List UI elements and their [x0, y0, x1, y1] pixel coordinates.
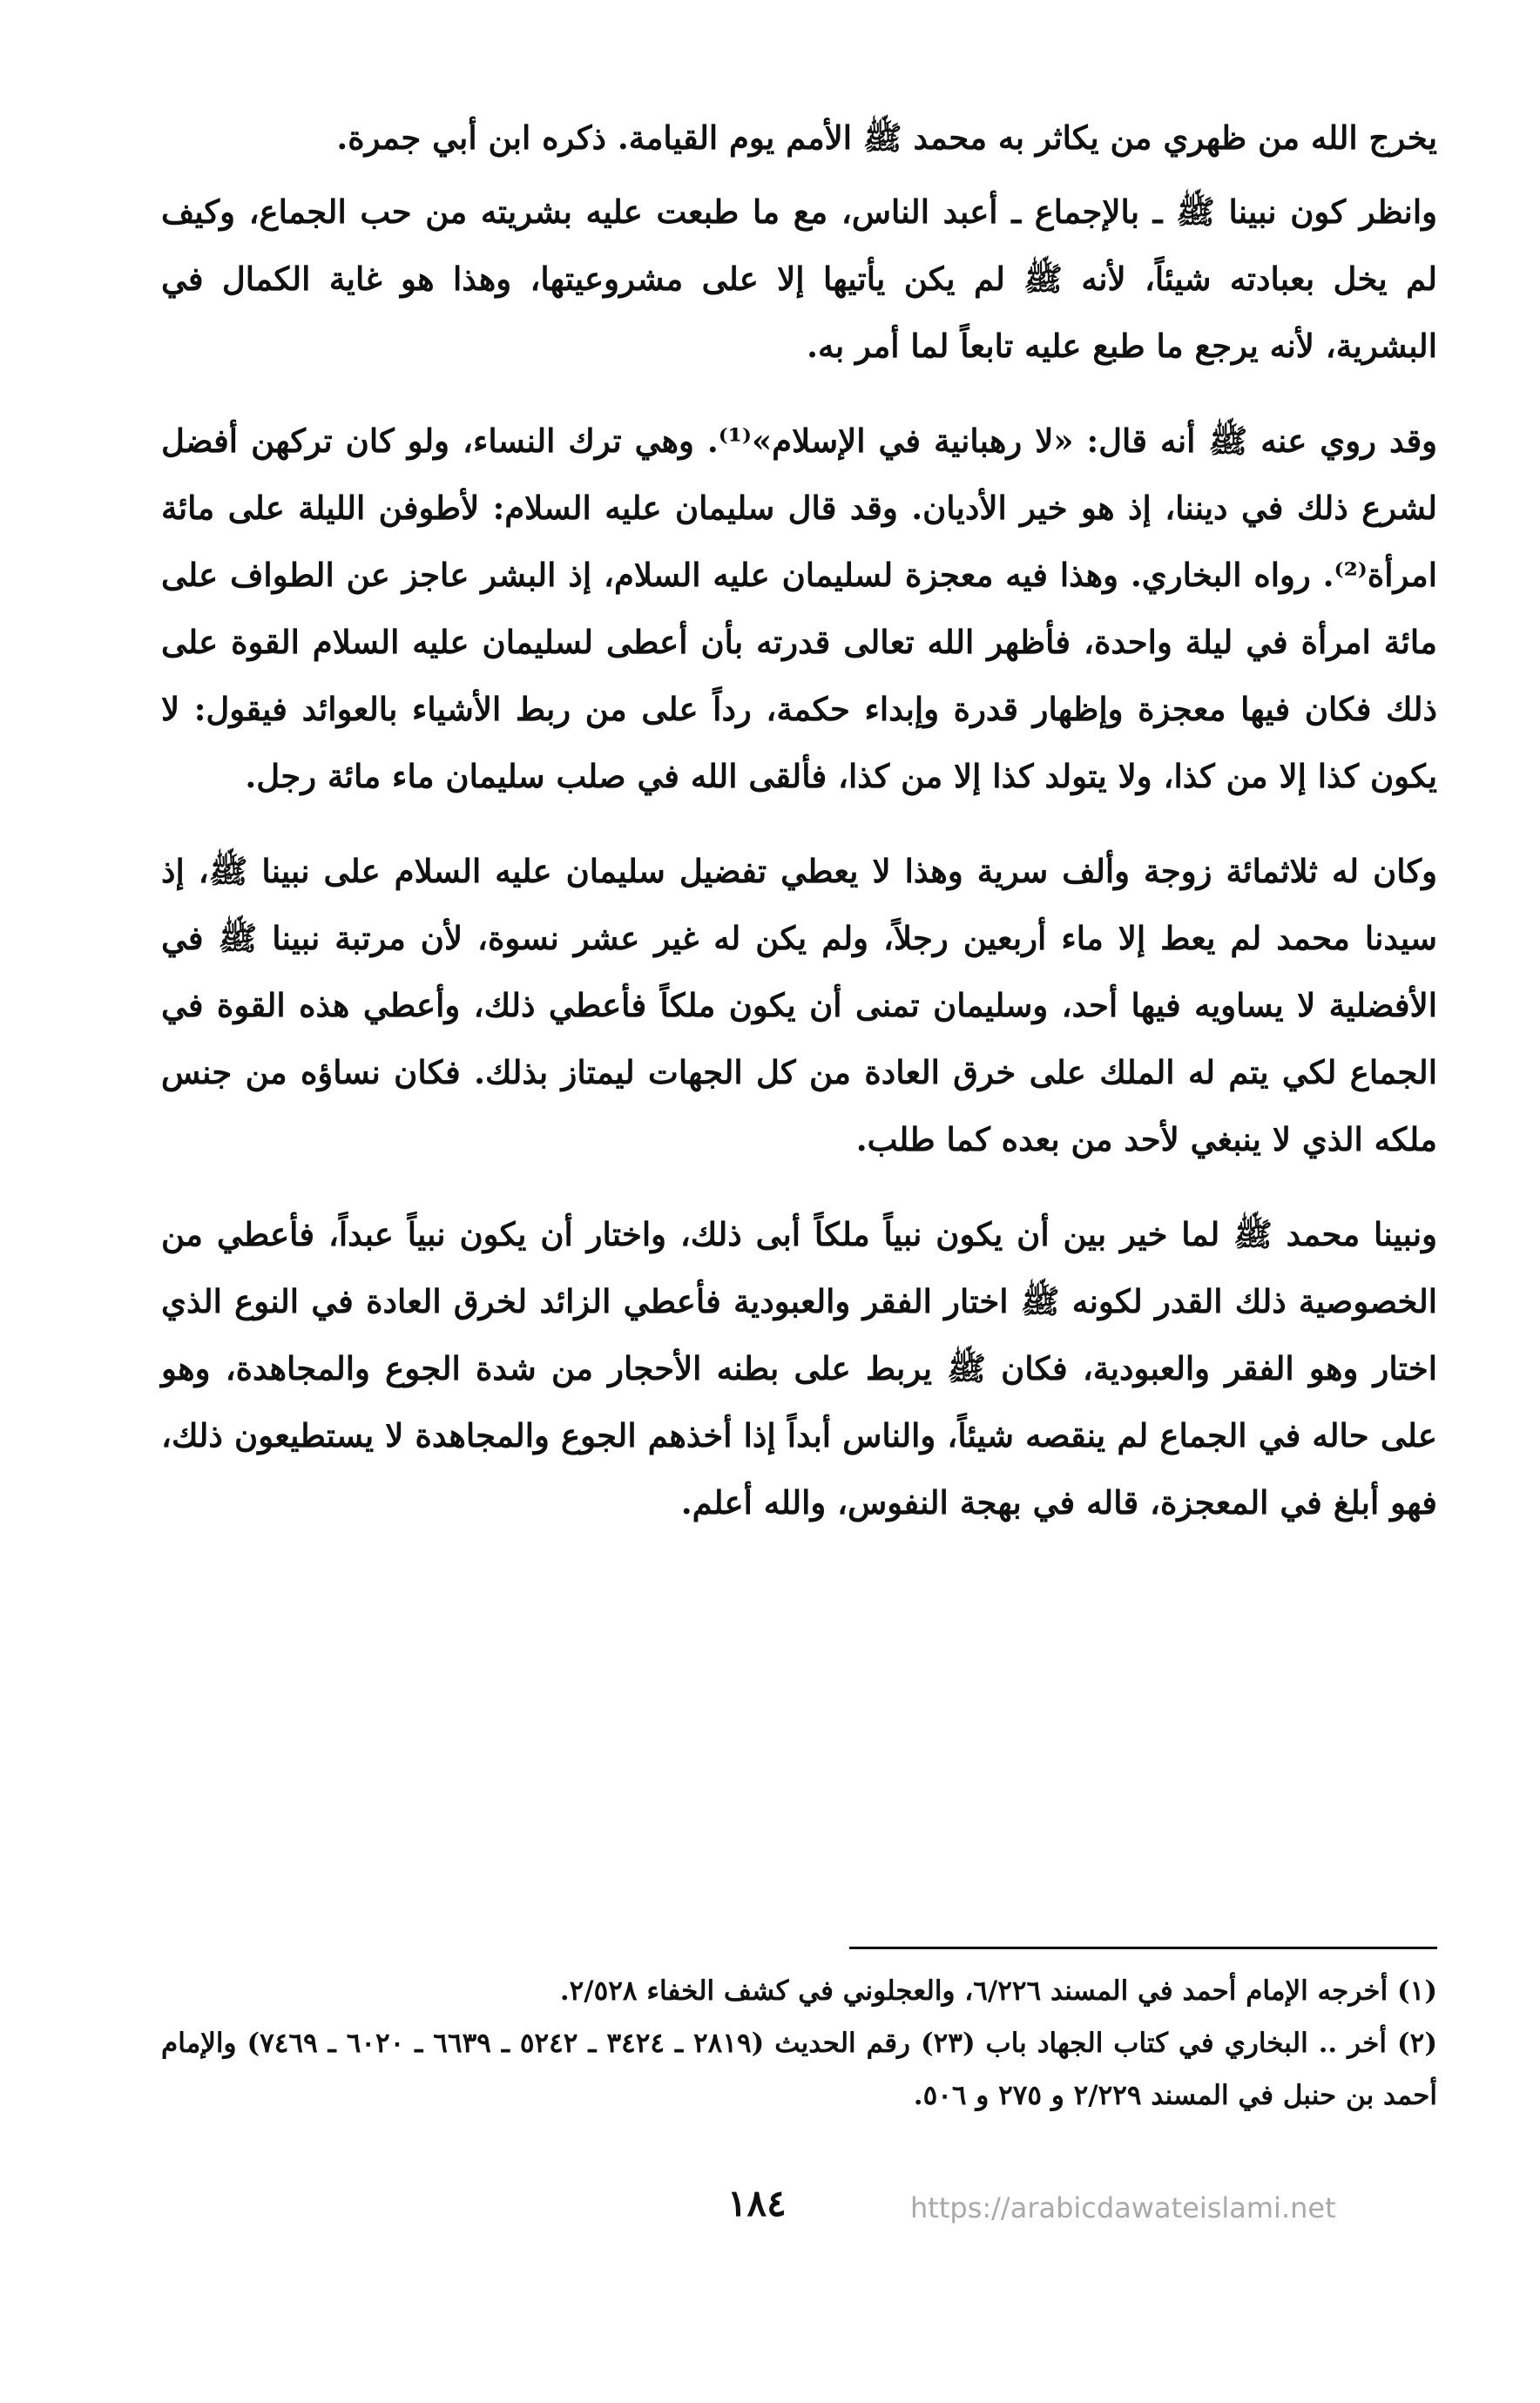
footnotes-section [161, 1947, 1437, 2122]
spacer [161, 172, 1437, 179]
footnote-2: (٢) أخر .. البخاري في كتاب الجهاد باب (٢٣) رقم الحديث (٢٨١٩ ـ ٣٤٢٤ ـ ٥٢٤٢ ـ ٦٦٣٩ ـ ٦٠٢٠ ـ ٧٤٦٩) والإمام أحمد بن حنبل في المسند ٢/٢٢٩ و ٢٧٥ و ٥٠٦. [161, 2028, 1437, 2111]
spacer [161, 380, 1437, 408]
main-text [161, 105, 1437, 1536]
spacer [161, 1173, 1437, 1201]
paragraph-2: وانظر كون نبينا ﷺ ـ بالإجماع ـ أعبد الناس، مع ما طبعت عليه بشريته من حب الجماع، وكيف لم يخل بعبادته شيئاً، لأنه ﷺ لم يكن يأتيها إلا على مشروعيتها، وهذا هو غاية الكمال في البشرية، لأنه يرجع ما طبع عليه تابعاً لما أمر به. [161, 192, 1437, 365]
spacer [161, 810, 1437, 838]
paragraph-1: يخرج الله من ظهري من يكاثر به محمد ﷺ الأمم يوم القيامة. ذكره ابن أبي جمرة. [336, 118, 1437, 157]
paragraph-5: ونبينا محمد ﷺ لما خير بين أن يكون نبياً ملكاً أبى ذلك، واختار أن يكون نبياً عبداً، فأعطي من الخصوصية ذلك القدر لكونه ﷺ اختار الفقر والعبودية فأعطي الزائد لخرق العادة في النوع الذي اختار وهو الفقر والعبودية، فكان ﷺ يربط على بطنه الأحجار من شدة الجوع والمجاهدة، وهو على حاله في الجماع لم ينقصه شيئاً، والناس أبداً إذا أخذهم الجوع والمجاهدة لا يستطيعون ذلك، فهو أبلغ في المعجزة، قاله في بهجة النفوس، والله أعلم. [161, 1215, 1437, 1522]
footnote-1: (١) أخرجه الإمام أحمد في المسند ٦/٢٢٦، والعجلوني في كشف الخفاء ٢/٥٢٨. [559, 1975, 1437, 2007]
paragraph-3: وقد روي عنه ﷺ أنه قال: «لا رهبانية في الإسلام»⁽¹⁾. وهي ترك النساء، ولو كان تركهن أفضل لشرع ذلك في ديننا، إذ هو خير الأديان. وقد قال سليمان عليه السلام: لأطوفن الليلة على مائة امرأة⁽²⁾. رواه البخاري. وهذا فيه معجزة لسليمان عليه السلام، إذ البشر عاجز عن الطواف على مائة امرأة في ليلة واحدة، فأظهر الله تعالى قدرته بأن أعطى لسليمان عليه السلام القوة على ذلك فكان فيها معجزة وإظهار قدرة وإبداء حكمة، رداً على من ربط الأشياء بالعوائد فيقول: لا يكون كذا إلا من كذا، ولا يتولد كذا إلا من كذا، فألقى الله في صلب سليمان ماء مائة رجل. [161, 422, 1437, 795]
footnote-divider [849, 1947, 1437, 1949]
paragraph-4: وكان له ثلاثمائة زوجة وألف سرية وهذا لا يعطي تفضيل سليمان عليه السلام على نبينا ﷺ، إذ سيدنا محمد لم يعط إلا ماء أربعين رجلاً، ولم يكن له غير عشر نسوة، لأن مرتبة نبينا ﷺ في الأفضلية لا يساويه فيها أحد، وسليمان تمنى أن يكون ملكاً فأعطي ذلك، وأعطي هذه القوة في الجماع لكي يتم له الملك على خرق العادة من كل الجهات ليمتاز بذلك. فكان نساؤه من جنس ملكه الذي لا ينبغي لأحد من بعده كما طلب. [161, 852, 1437, 1158]
watermark-link: https://arabicdawateislami.net [910, 2191, 1336, 2224]
page-number: ١٨٤ [727, 2182, 787, 2224]
